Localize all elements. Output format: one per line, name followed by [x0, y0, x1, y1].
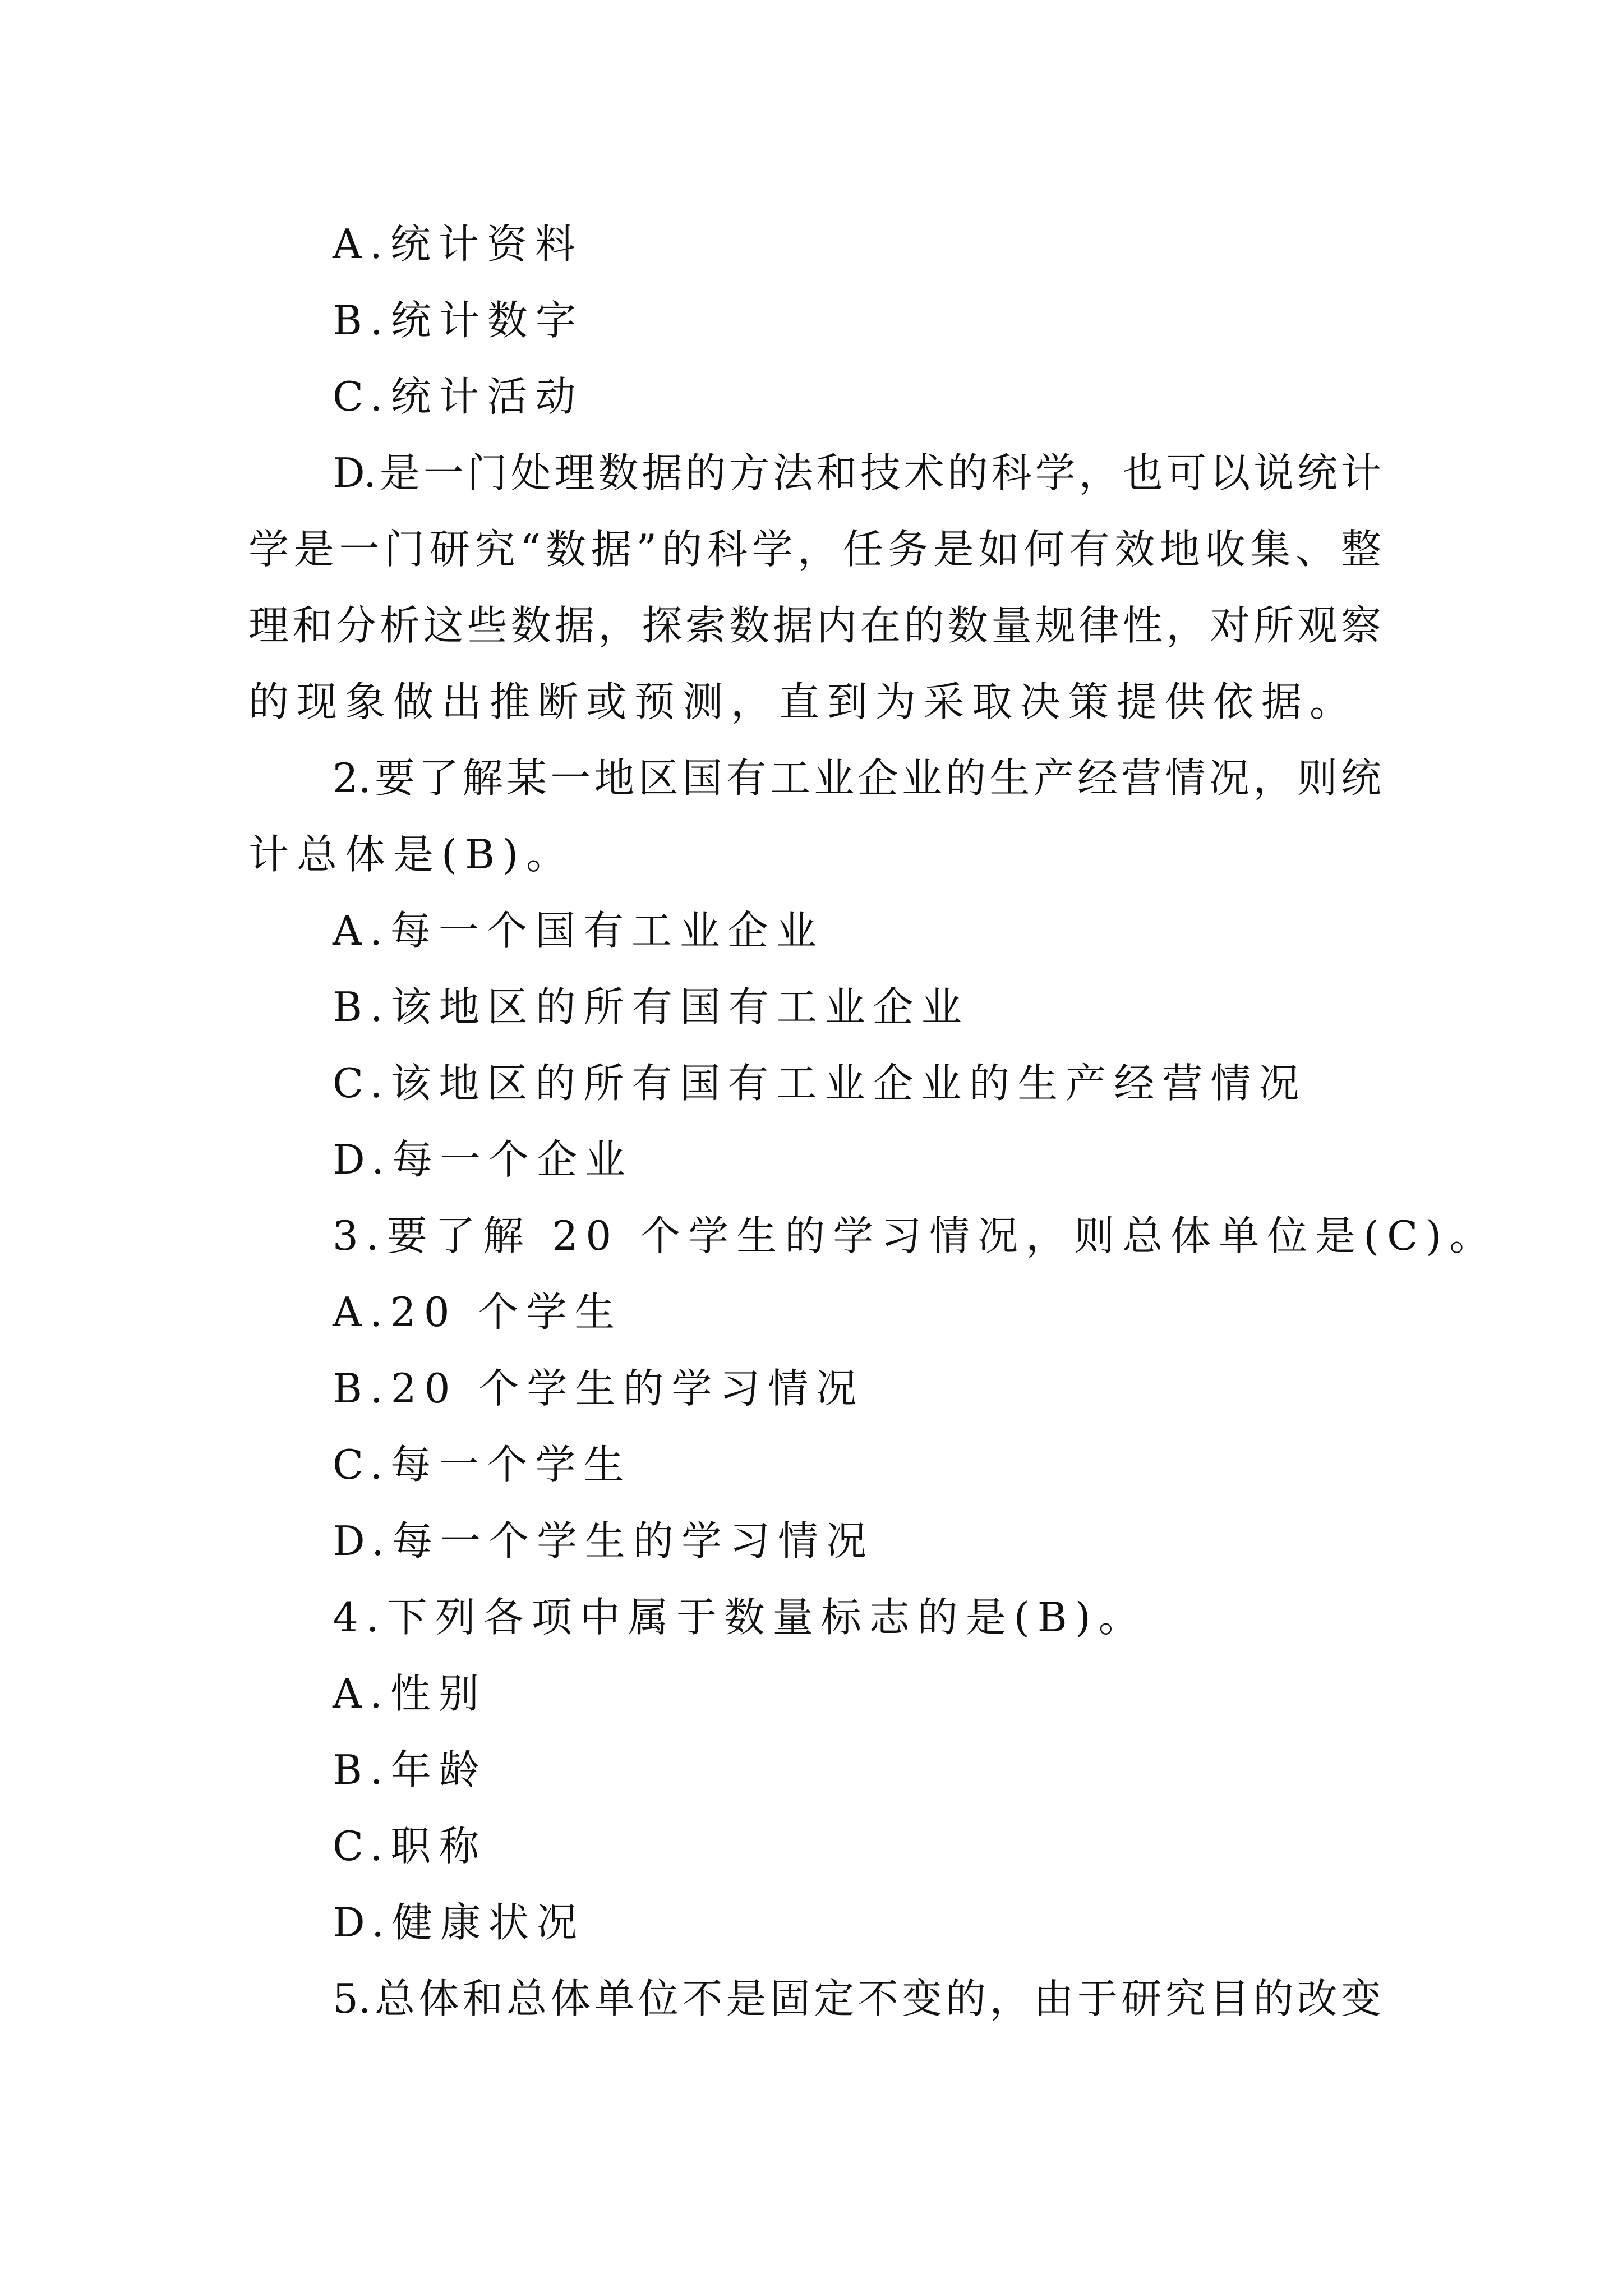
- q1-option-c: C.统计活动: [333, 373, 584, 420]
- q1-option-d-line-4: 的现象做出推断或预测，直到为采取决策提供依据。: [248, 678, 1358, 725]
- q1-option-a: A.统计资料: [333, 220, 583, 268]
- q1-option-d-line-1: D.是一门处理数据的方法和技术的科学，也可以说统计: [333, 449, 1381, 496]
- q4-option-a: A.性别: [333, 1670, 487, 1717]
- q3-option-d: D.每一个学生的学习情况: [333, 1517, 875, 1565]
- q2-option-b: B.该地区的所有国有工业企业: [333, 983, 970, 1030]
- q4-option-c: C.职称: [333, 1823, 487, 1870]
- q3-option-b: B.20 个学生的学习情况: [333, 1365, 865, 1412]
- q3-option-a: A.20 个学生: [333, 1289, 623, 1336]
- q4-question: 4.下列各项中属于数量标志的是(B)。: [333, 1594, 1147, 1641]
- q1-option-b: B.统计数字: [333, 297, 584, 344]
- q4-option-b: B.年龄: [333, 1746, 487, 1793]
- q5-question-line-1: 5.总体和总体单位不是固定不变的，由于研究目的改变: [333, 1975, 1381, 2022]
- q2-option-c: C.该地区的所有国有工业企业的生产经营情况: [333, 1060, 1307, 1107]
- q2-option-d: D.每一个企业: [333, 1136, 634, 1183]
- q2-question-line-1: 2.要了解某一地区国有工业企业的生产经营情况，则统: [333, 754, 1381, 802]
- q1-option-d-line-2: 学是一门研究“数据”的科学，任务是如何有效地收集、整: [248, 526, 1381, 573]
- q2-question-line-2: 计总体是(B)。: [248, 831, 575, 878]
- q4-option-d: D.健康状况: [333, 1899, 585, 1946]
- q1-option-d-line-3: 理和分析这些数据，探索数据内在的数量规律性，对所观察: [248, 602, 1381, 649]
- q3-question: 3.要了解 20 个学生的学习情况，则总体单位是(C)。: [333, 1212, 1498, 1259]
- q3-option-c: C.每一个学生: [333, 1441, 632, 1488]
- q2-option-a: A.每一个国有工业企业: [333, 907, 824, 954]
